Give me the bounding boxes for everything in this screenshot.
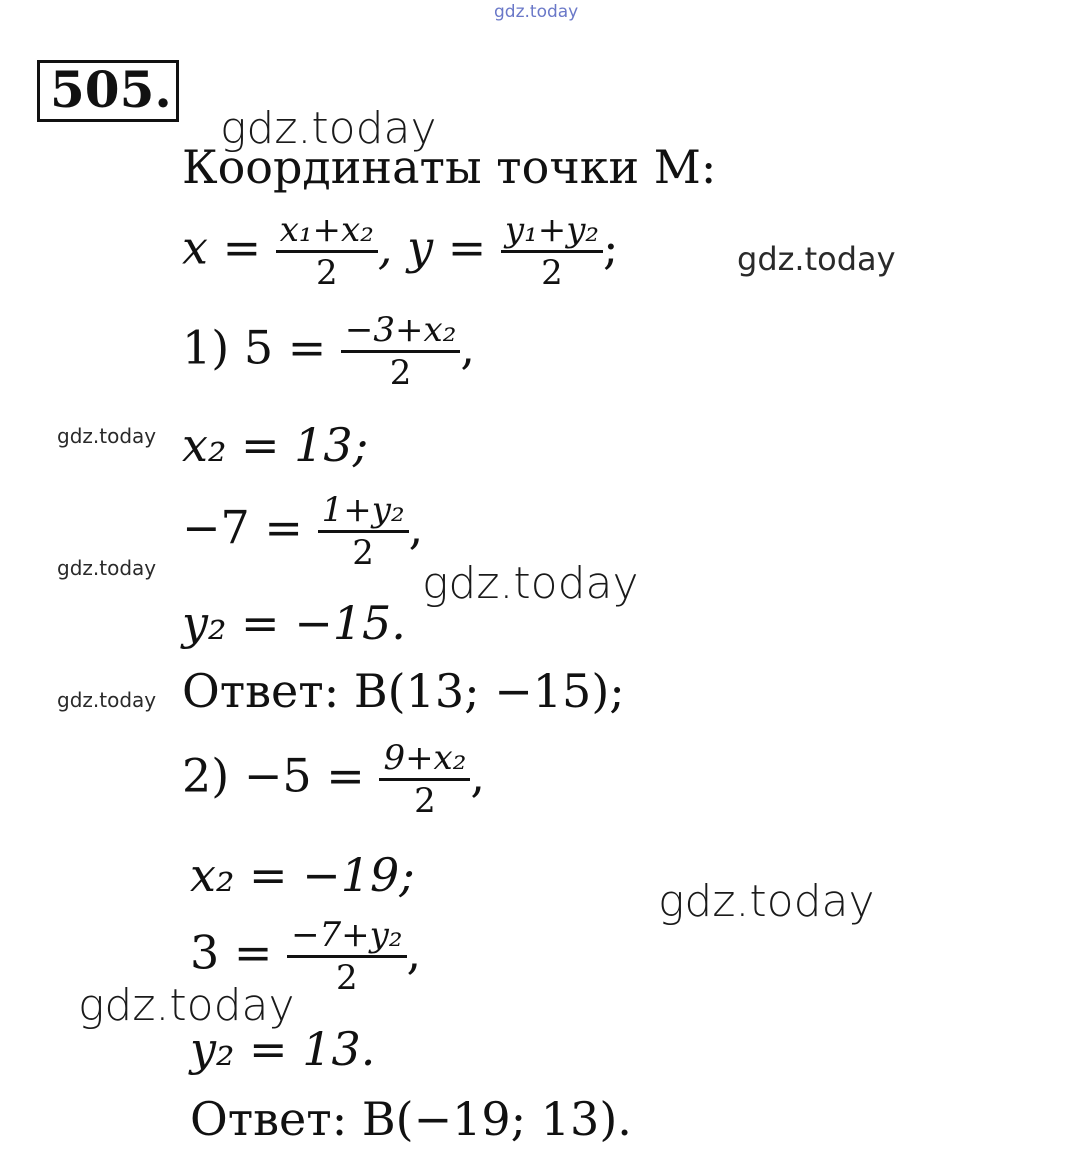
punctuation: ,	[406, 925, 422, 980]
denominator: 2	[389, 353, 412, 393]
punctuation: ,	[470, 748, 485, 803]
watermark: gdz.today	[220, 103, 437, 154]
watermark: gdz.today	[78, 980, 295, 1031]
equation-lead: −7 =	[182, 500, 303, 555]
equation-line	[182, 490, 423, 573]
watermark: gdz.today	[658, 876, 875, 927]
fraction	[287, 915, 406, 998]
punctuation: ,	[408, 500, 424, 555]
watermark: gdz.today	[57, 556, 157, 580]
denominator: 2	[414, 781, 436, 821]
watermark: gdz.today	[737, 240, 896, 278]
numerator: 1+y₂	[321, 490, 405, 530]
formula-x-label: x =	[182, 220, 262, 275]
equation-line	[182, 310, 475, 393]
equation-lead: 1) 5 =	[182, 320, 327, 375]
problem-number: 505.	[50, 60, 172, 119]
equation-line	[190, 915, 421, 998]
answer-line: Ответ: B(−19; 13).	[190, 1092, 632, 1146]
equation-line: x₂ = 13;	[182, 418, 369, 472]
punctuation: ;	[603, 220, 619, 275]
heading: Координаты точки M:	[182, 140, 717, 194]
fraction	[341, 310, 460, 393]
equation-line: x₂ = −19;	[190, 848, 415, 902]
answer-line: Ответ: B(13; −15);	[182, 664, 625, 718]
equation-lead: 2) −5 =	[182, 748, 365, 803]
equation-line	[182, 738, 485, 821]
watermark: gdz.today	[57, 688, 157, 712]
denominator: 2	[352, 533, 374, 573]
watermark: gdz.today	[422, 558, 639, 609]
fraction	[276, 210, 378, 293]
watermark-top: gdz.today	[494, 2, 579, 22]
numerator: x₁+x₂	[279, 210, 374, 250]
fraction	[501, 210, 603, 293]
equation-lead: 3 =	[190, 925, 273, 980]
formula-y-label: , y =	[377, 220, 487, 275]
punctuation: ,	[460, 320, 475, 375]
denominator: 2	[335, 958, 358, 998]
equation-line: y₂ = 13.	[190, 1022, 376, 1076]
denominator: 2	[541, 253, 563, 293]
fraction	[318, 490, 409, 573]
numerator: −3+x₂	[344, 310, 457, 350]
numerator: 9+x₂	[383, 738, 467, 778]
formula-line	[182, 210, 619, 293]
denominator: 2	[315, 253, 338, 293]
fraction	[379, 738, 470, 821]
equation-line: y₂ = −15.	[182, 596, 406, 650]
numerator: y₁+y₂	[504, 210, 600, 250]
numerator: −7+y₂	[291, 915, 403, 955]
watermark: gdz.today	[57, 424, 157, 448]
